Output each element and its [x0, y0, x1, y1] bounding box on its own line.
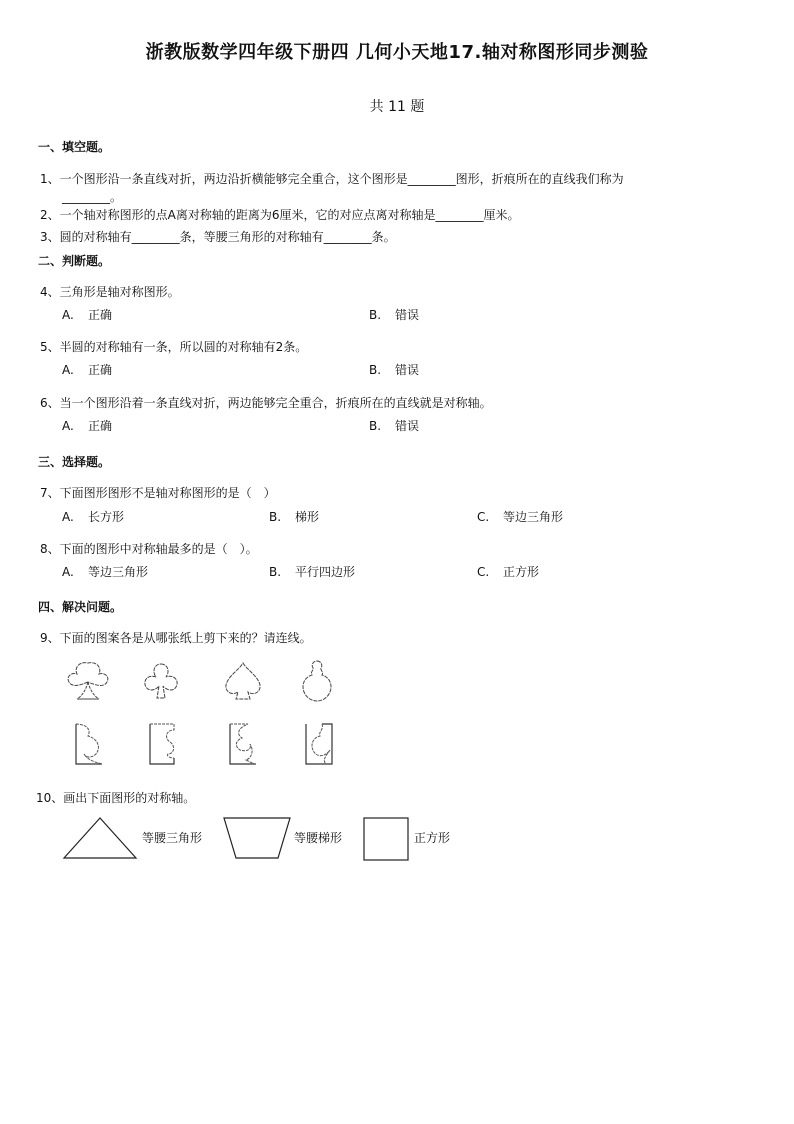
half-gourd-paper-figure — [302, 720, 338, 768]
q7-option-b[interactable] — [269, 508, 319, 525]
isosceles-triangle-figure — [62, 816, 138, 862]
option-letter: B. — [269, 510, 282, 524]
section-heading-fill-in: 一、填空题。 — [38, 140, 111, 154]
q6-option-a[interactable] — [62, 417, 112, 434]
section-heading-multiple-choice: 三、选择题。 — [38, 455, 111, 469]
option-letter: A. — [62, 419, 74, 433]
option-letter: A. — [62, 510, 74, 524]
option-letter: A. — [62, 363, 74, 377]
question-4: 4、三角形是轴对称图形。 — [40, 285, 180, 299]
half-clover-paper-figure — [72, 720, 108, 768]
question-count: 共 11 题 — [369, 99, 425, 115]
option-letter: C. — [477, 510, 490, 524]
square-figure — [362, 816, 412, 862]
question-10: 10、画出下面图形的对称轴。 — [36, 791, 196, 805]
spade-cutout-figure — [220, 660, 266, 702]
q8-option-a[interactable] — [62, 563, 148, 580]
isosceles-trapezoid-figure — [222, 816, 292, 862]
clover-cutout-figure — [64, 660, 112, 702]
option-text: 错误 — [395, 419, 420, 433]
option-text: 正确 — [88, 419, 113, 433]
gourd-cutout-figure — [300, 658, 334, 704]
option-letter: B. — [369, 308, 382, 322]
q4-option-a[interactable] — [62, 306, 112, 323]
option-text: 长方形 — [88, 510, 125, 524]
option-letter: C. — [477, 565, 490, 579]
option-text: 梯形 — [295, 510, 320, 524]
page-title: 浙教版数学四年级下册四 几何小天地17.轴对称图形同步测验 — [145, 42, 649, 63]
isosceles-triangle-label: 等腰三角形 — [142, 831, 203, 845]
q7-option-a[interactable] — [62, 508, 124, 525]
club-cutout-figure — [140, 660, 182, 702]
option-letter: B. — [269, 565, 282, 579]
question-3: 3、圆的对称轴有________条，等腰三角形的对称轴有________条。 — [40, 230, 396, 244]
q7-option-c[interactable] — [477, 508, 563, 525]
option-text: 错误 — [395, 308, 420, 322]
option-text: 正确 — [88, 308, 113, 322]
option-text: 错误 — [395, 363, 420, 377]
section-heading-true-false: 二、判断题。 — [38, 254, 111, 268]
question-7: 7、下面图形图形不是轴对称图形的是（ ） — [40, 486, 276, 500]
option-text: 等边三角形 — [503, 510, 564, 524]
section-heading-problem-solving: 四、解决问题。 — [38, 600, 123, 614]
option-letter: A. — [62, 308, 74, 322]
isosceles-trapezoid-label: 等腰梯形 — [294, 831, 343, 845]
option-text: 正方形 — [503, 565, 540, 579]
option-letter: B. — [369, 363, 382, 377]
q8-option-b[interactable] — [269, 563, 355, 580]
question-1-line-2: ________。 — [62, 190, 123, 204]
question-2: 2、一个轴对称图形的点A离对称轴的距离为6厘米，它的对应点离对称轴是________厘米。 — [40, 208, 520, 222]
half-spade-paper-figure — [226, 720, 262, 768]
question-6: 6、当一个图形沿着一条直线对折，两边能够完全重合，折痕所在的直线就是对称轴。 — [40, 396, 492, 410]
question-5: 5、半圆的对称轴有一条，所以圆的对称轴有2条。 — [40, 340, 308, 354]
square-label: 正方形 — [414, 831, 451, 845]
option-text: 等边三角形 — [88, 565, 149, 579]
q8-option-c[interactable] — [477, 563, 539, 580]
option-letter: B. — [369, 419, 382, 433]
question-9: 9、下面的图案各是从哪张纸上剪下来的？请连线。 — [40, 631, 312, 645]
q6-option-b[interactable] — [369, 417, 419, 434]
option-text: 正确 — [88, 363, 113, 377]
option-letter: A. — [62, 565, 74, 579]
q5-option-b[interactable] — [369, 361, 419, 378]
q5-option-a[interactable] — [62, 361, 112, 378]
question-8: 8、下面的图形中对称轴最多的是（ ）。 — [40, 542, 258, 556]
option-text: 平行四边形 — [295, 565, 356, 579]
q4-option-b[interactable] — [369, 306, 419, 323]
half-club-paper-figure — [146, 720, 182, 768]
question-1-line-1: 1、一个图形沿一条直线对折，两边沿折横能够完全重合，这个图形是________图形，折痕所在的直线我们称为 — [40, 172, 624, 186]
